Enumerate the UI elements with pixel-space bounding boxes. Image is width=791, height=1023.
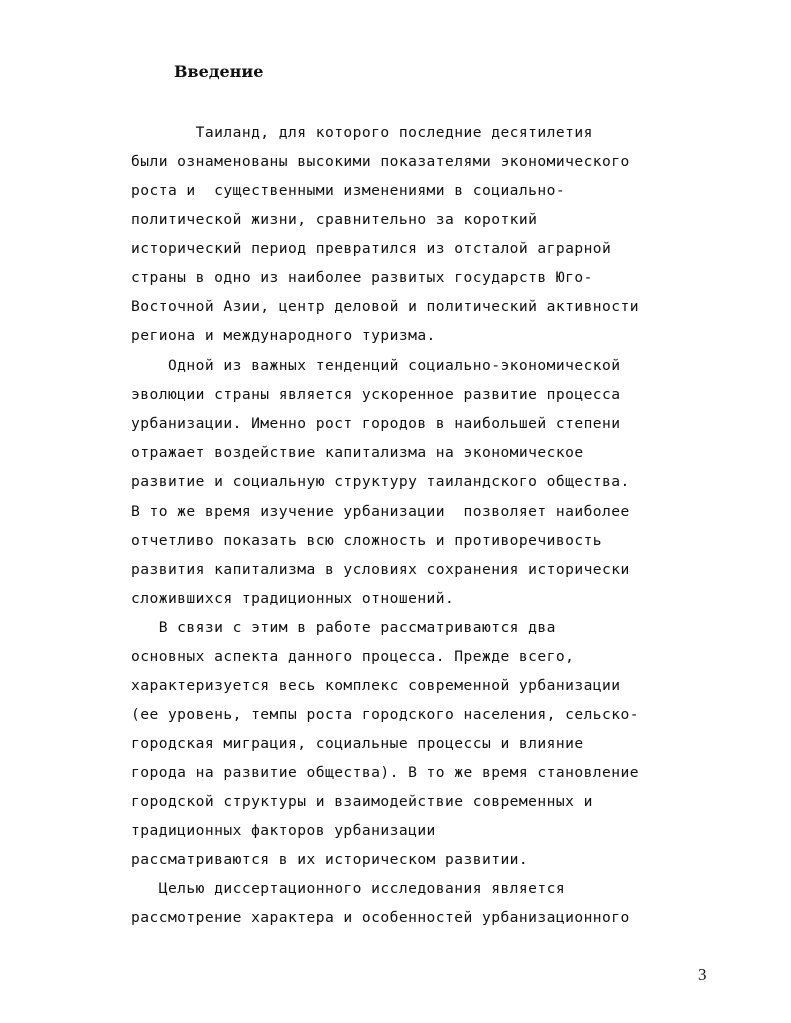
text-line: отражает воздействие капитализма на экономическое bbox=[131, 444, 584, 461]
text-line: В то же время изучение урбанизации позволяет наиболее bbox=[131, 503, 630, 520]
text-line: страны в одно из наиболее развитых государств Юго- bbox=[131, 269, 593, 286]
text-line: Целью диссертационного исследования является bbox=[131, 880, 566, 897]
text-line: исторический период превратился из отсталой аграрной bbox=[131, 240, 612, 257]
text-line: рассмотрение характера и особенностей урбанизационного bbox=[131, 909, 630, 926]
text-line: были ознаменованы высокими показателями экономического bbox=[131, 153, 630, 170]
section-heading: Введение bbox=[174, 62, 264, 81]
text-line: развития капитализма в условиях сохранения исторически bbox=[131, 561, 630, 578]
page-number: 3 bbox=[698, 965, 707, 984]
text-line: урбанизации. Именно рост городов в наибольшей степени bbox=[131, 415, 621, 432]
text-line: эволюции страны является ускоренное развитие процесса bbox=[131, 386, 621, 403]
text-line: основных аспекта данного процесса. Прежде всего, bbox=[131, 648, 575, 665]
text-line: отчетливо показать всю сложность и противоречивость bbox=[131, 532, 603, 549]
text-line: городская миграция, социальные процессы и влияние bbox=[131, 735, 584, 752]
text-line: традиционных факторов урбанизации bbox=[131, 822, 436, 839]
text-line: В связи с этим в работе рассматриваются два bbox=[131, 619, 556, 636]
text-line: сложившихся традиционных отношений. bbox=[131, 590, 455, 607]
text-line: развитие и социальную структуру таиландского общества. bbox=[131, 473, 630, 490]
text-line: Таиланд, для которого последние десятилетия bbox=[131, 124, 593, 141]
text-line: характеризуется весь комплекс современной урбанизации bbox=[131, 677, 621, 694]
text-line: политической жизни, сравнительно за короткий bbox=[131, 211, 538, 228]
text-line: Одной из важных тенденций социально-экономической bbox=[131, 357, 621, 374]
text-line: города на развитие общества). В то же время становление bbox=[131, 764, 639, 781]
text-line: роста и существенными изменениями в социально- bbox=[131, 182, 566, 199]
text-line: региона и международного туризма. bbox=[131, 327, 436, 344]
text-line: городской структуры и взаимодействие современных и bbox=[131, 793, 593, 810]
text-line: Восточной Азии, центр деловой и политический активности bbox=[131, 298, 639, 315]
text-line: рассматриваются в их историческом развитии. bbox=[131, 851, 529, 868]
text-line: (ее уровень, темпы роста городского населения, сельско- bbox=[131, 706, 639, 723]
